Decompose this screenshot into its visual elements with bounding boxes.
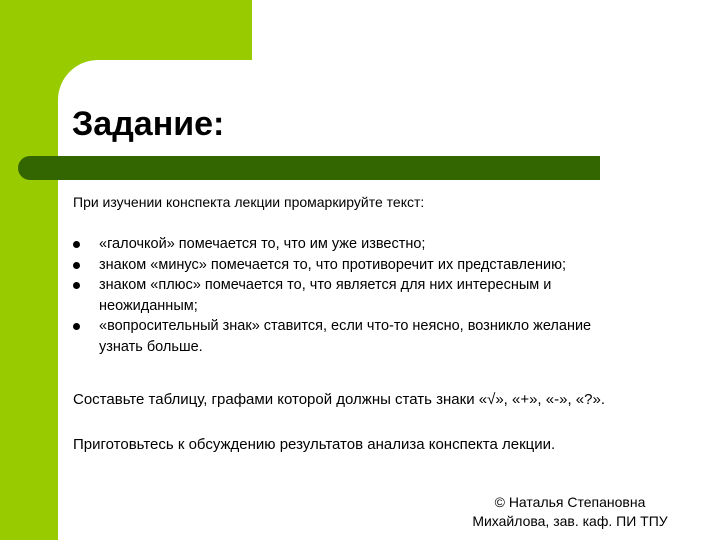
- author-line: © Наталья Степановна: [494, 494, 646, 510]
- list-item-text-continuation: неожиданным;: [99, 297, 198, 314]
- bullet-icon: [73, 323, 80, 330]
- prepare-instruction: Приготовьтесь к обсуждению результатов анализа конспекта лекции.: [73, 436, 556, 453]
- list-item-text: «вопросительный знак» ставится, если что-то неясно, возникло желание: [99, 318, 592, 334]
- list-item: [73, 316, 673, 357]
- list-item-text: знаком «плюс» помечается то, что является для них интересным и: [99, 277, 552, 293]
- table-instruction: Составьте таблицу, графами которой должны стать знаки «√», «+», «-», «?».: [73, 391, 605, 408]
- list-item-text: знаком «минус» помечается то, что противоречит их представлению;: [99, 256, 567, 273]
- bullet-icon: [73, 282, 80, 289]
- bullet-icon: [73, 262, 80, 269]
- title-rule: [18, 156, 600, 180]
- list-item: [73, 234, 673, 255]
- list-item-text-continuation: узнать больше.: [99, 338, 203, 355]
- intro-text: При изучении конспекта лекции промаркируйте текст:: [73, 194, 425, 210]
- list-item-text: «галочкой» помечается то, что им уже известно;: [99, 236, 426, 252]
- list-item: [73, 275, 673, 316]
- bullet-icon: [73, 241, 80, 248]
- list-item: [73, 255, 673, 276]
- author-credit: [430, 493, 710, 531]
- task-list: [73, 234, 673, 357]
- slide-title: Задание:: [72, 105, 225, 143]
- author-line: Михайлова, зав. каф. ПИ ТПУ: [472, 513, 668, 529]
